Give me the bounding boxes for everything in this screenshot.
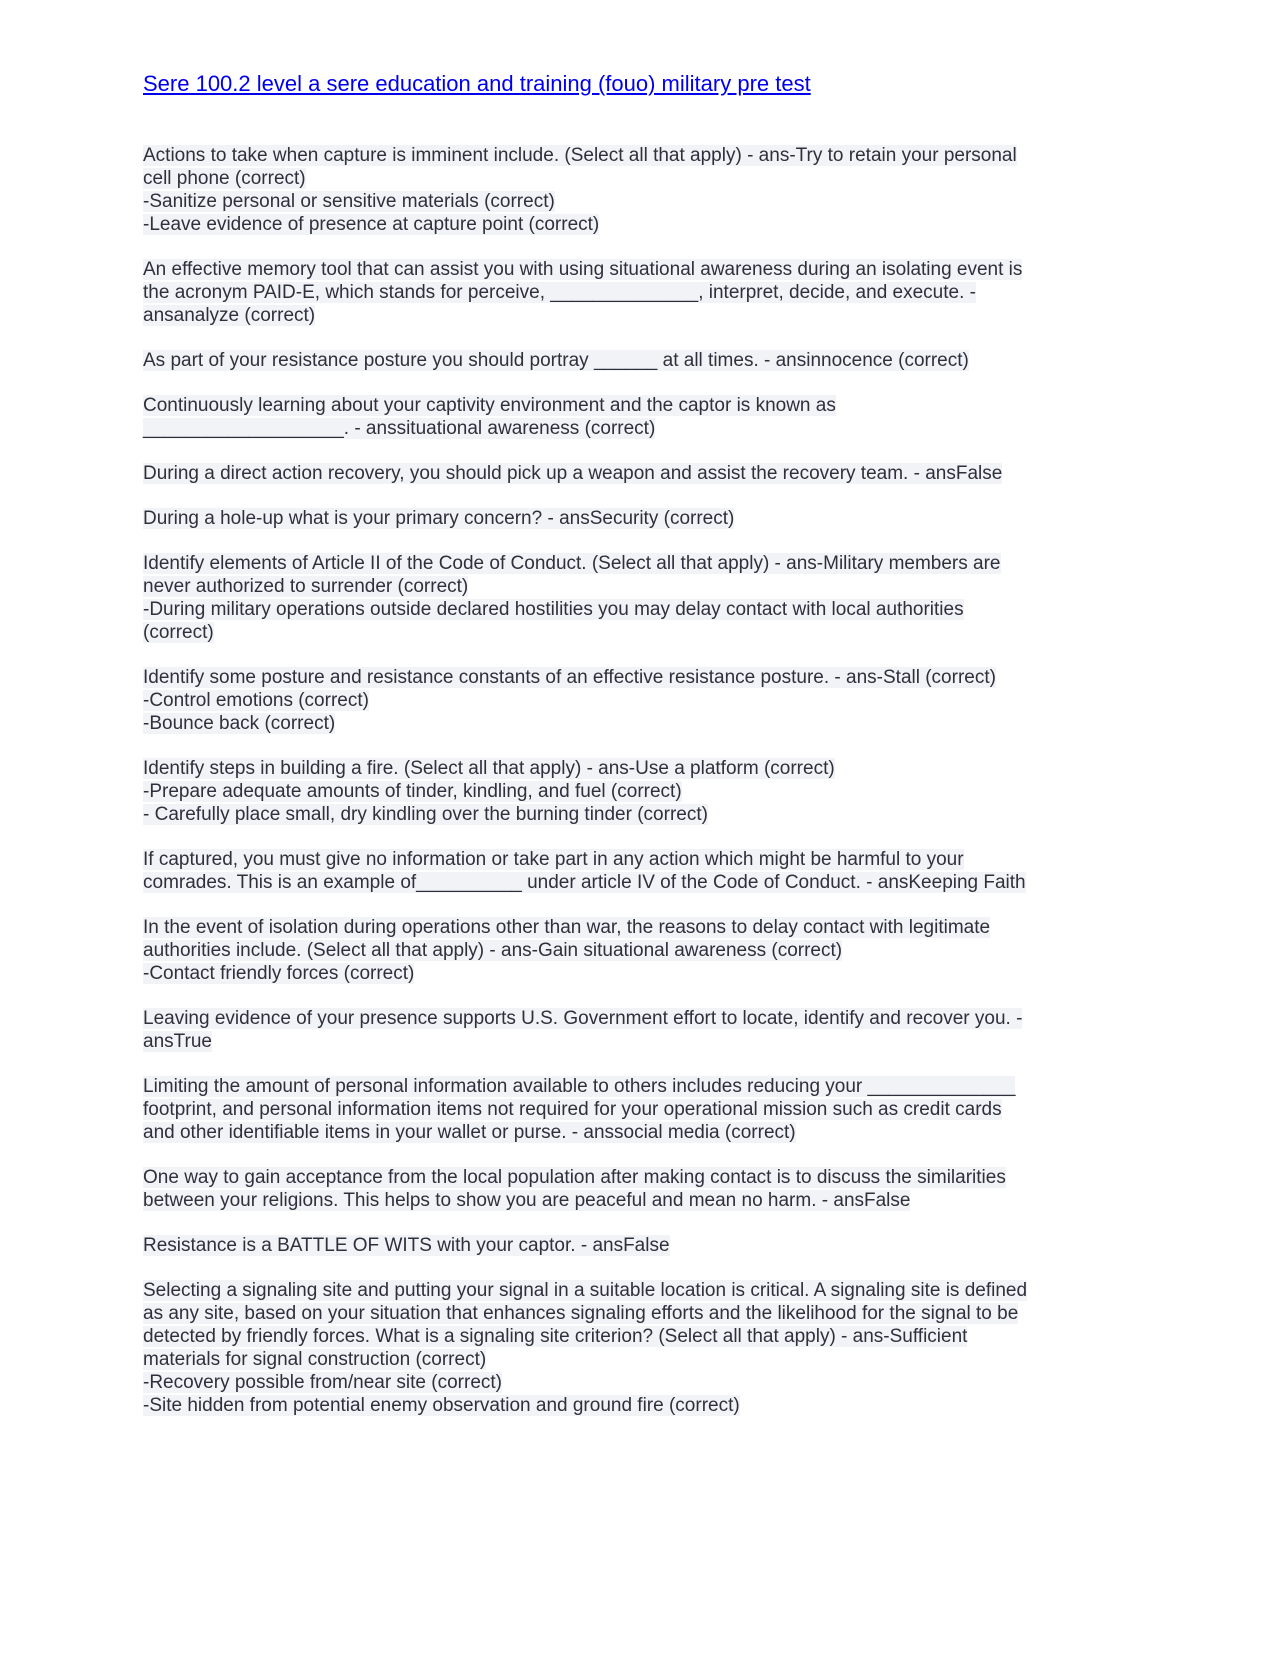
text-line [143, 507, 1143, 530]
qa-paragraph [143, 1007, 1143, 1053]
text-line [143, 1075, 1143, 1098]
text-line-content: Limiting the amount of personal information available to others includes reducing your ______________ [143, 1076, 1016, 1097]
qa-paragraph [143, 666, 1143, 735]
text-line [143, 462, 1143, 485]
text-line-content: never authorized to surrender (correct) [143, 576, 469, 597]
qa-paragraph [143, 552, 1143, 644]
text-line-content: ansTrue [143, 1031, 212, 1052]
text-line [143, 1348, 1143, 1371]
text-line [143, 939, 1143, 962]
text-line [143, 1371, 1143, 1394]
text-line-content: footprint, and personal information items not required for your operational mission such as credit cards [143, 1099, 1002, 1120]
text-line-content: Leaving evidence of your presence supports U.S. Government effort to locate, identify and recover you. - [143, 1008, 1023, 1029]
text-line [143, 621, 1143, 644]
text-line-content: the acronym PAID-E, which stands for perceive, ______________, interpret, decide, and execute. - [143, 282, 976, 303]
text-line-content: -Leave evidence of presence at capture point (correct) [143, 214, 600, 235]
text-line-content: -Contact friendly forces (correct) [143, 963, 415, 984]
text-line-content: between your religions. This helps to show you are peaceful and mean no harm. - ansFalse [143, 1190, 911, 1211]
text-line [143, 712, 1143, 735]
text-line-content: Selecting a signaling site and putting your signal in a suitable location is critical. A signaling site is defined [143, 1280, 1028, 1301]
text-line [143, 258, 1143, 281]
text-line [143, 689, 1143, 712]
text-line [143, 417, 1143, 440]
text-line [143, 1234, 1143, 1257]
text-line [143, 780, 1143, 803]
text-line [143, 167, 1143, 190]
document-page [143, 70, 1143, 1439]
text-line-content: -Site hidden from potential enemy observation and ground fire (correct) [143, 1395, 740, 1416]
text-line [143, 394, 1143, 417]
text-line [143, 871, 1143, 894]
text-line [143, 803, 1143, 826]
qa-paragraph [143, 258, 1143, 327]
text-line [143, 304, 1143, 327]
qa-paragraph [143, 916, 1143, 985]
text-line-content: (correct) [143, 622, 214, 643]
text-line [143, 349, 1143, 372]
qa-paragraph [143, 1075, 1143, 1144]
document-title-link[interactable]: Sere 100.2 level a sere education and training (fouo) military pre test [143, 71, 811, 96]
text-line [143, 1007, 1143, 1030]
qa-paragraph [143, 349, 1143, 372]
text-line-content: as any site, based on your situation that enhances signaling efforts and the likelihood for the signal to be [143, 1303, 1019, 1324]
text-line-content: -During military operations outside declared hostilities you may delay contact with local authorities [143, 599, 964, 620]
qa-paragraph [143, 507, 1143, 530]
text-line-content: - Carefully place small, dry kindling over the burning tinder (correct) [143, 804, 708, 825]
text-line-content: -Prepare adequate amounts of tinder, kindling, and fuel (correct) [143, 781, 682, 802]
text-line [143, 598, 1143, 621]
text-line [143, 213, 1143, 236]
text-line [143, 1030, 1143, 1053]
text-line-content: cell phone (correct) [143, 168, 306, 189]
qa-paragraph [143, 144, 1143, 236]
text-line-content: -Control emotions (correct) [143, 690, 369, 711]
text-line-content: As part of your resistance posture you should portray ______ at all times. - ansinnocence (correct) [143, 350, 969, 371]
text-line-content: detected by friendly forces. What is a signaling site criterion? (Select all that apply) - ans-Sufficient [143, 1326, 968, 1347]
text-line [143, 144, 1143, 167]
text-line-content: Identify steps in building a fire. (Select all that apply) - ans-Use a platform (correct) [143, 758, 835, 779]
text-line-content: -Sanitize personal or sensitive materials (correct) [143, 191, 555, 212]
qa-paragraph [143, 1234, 1143, 1257]
text-line-content: ansanalyze (correct) [143, 305, 316, 326]
document-body [143, 144, 1143, 1417]
text-line-content: During a direct action recovery, you should pick up a weapon and assist the recovery team. - ansFalse [143, 463, 1003, 484]
text-line [143, 1325, 1143, 1348]
qa-paragraph [143, 394, 1143, 440]
text-line [143, 962, 1143, 985]
text-line [143, 1279, 1143, 1302]
text-line-content: comrades. This is an example of__________ under article IV of the Code of Conduct. - ansKeeping Faith [143, 872, 1026, 893]
text-line-content: Identify elements of Article II of the Code of Conduct. (Select all that apply) - ans-Military members are [143, 553, 1001, 574]
text-line [143, 575, 1143, 598]
text-line [143, 757, 1143, 780]
text-line [143, 281, 1143, 304]
text-line-content: -Recovery possible from/near site (correct) [143, 1372, 502, 1393]
text-line-content: In the event of isolation during operations other than war, the reasons to delay contact with legitimate [143, 917, 991, 938]
qa-paragraph [143, 462, 1143, 485]
text-line-content: materials for signal construction (correct) [143, 1349, 487, 1370]
text-line-content: An effective memory tool that can assist you with using situational awareness during an isolating event is [143, 259, 1023, 280]
text-line-content: authorities include. (Select all that apply) - ans-Gain situational awareness (correct) [143, 940, 843, 961]
qa-paragraph [143, 1166, 1143, 1212]
text-line [143, 190, 1143, 213]
text-line [143, 552, 1143, 575]
text-line [143, 1121, 1143, 1144]
qa-paragraph [143, 848, 1143, 894]
text-line [143, 1394, 1143, 1417]
qa-paragraph [143, 1279, 1143, 1417]
text-line-content: and other identifiable items in your wallet or purse. - anssocial media (correct) [143, 1122, 796, 1143]
text-line-content: Resistance is a BATTLE OF WITS with your captor. - ansFalse [143, 1235, 670, 1256]
text-line-content: -Bounce back (correct) [143, 713, 336, 734]
text-line-content: Actions to take when capture is imminent include. (Select all that apply) - ans-Try to retain your personal [143, 145, 1017, 166]
text-line [143, 666, 1143, 689]
text-line [143, 848, 1143, 871]
text-line-content: Identify some posture and resistance constants of an effective resistance posture. - ans-Stall (correct) [143, 667, 996, 688]
text-line-content: ___________________. - anssituational awareness (correct) [143, 418, 656, 439]
text-line [143, 1098, 1143, 1121]
text-line [143, 1166, 1143, 1189]
text-line [143, 1302, 1143, 1325]
text-line-content: If captured, you must give no information or take part in any action which might be harmful to your [143, 849, 964, 870]
text-line-content: During a hole-up what is your primary concern? - ansSecurity (correct) [143, 508, 735, 529]
text-line-content: One way to gain acceptance from the local population after making contact is to discuss the similarities [143, 1167, 1006, 1188]
text-line [143, 916, 1143, 939]
qa-paragraph [143, 757, 1143, 826]
text-line [143, 1189, 1143, 1212]
text-line-content: Continuously learning about your captivity environment and the captor is known as [143, 395, 836, 416]
